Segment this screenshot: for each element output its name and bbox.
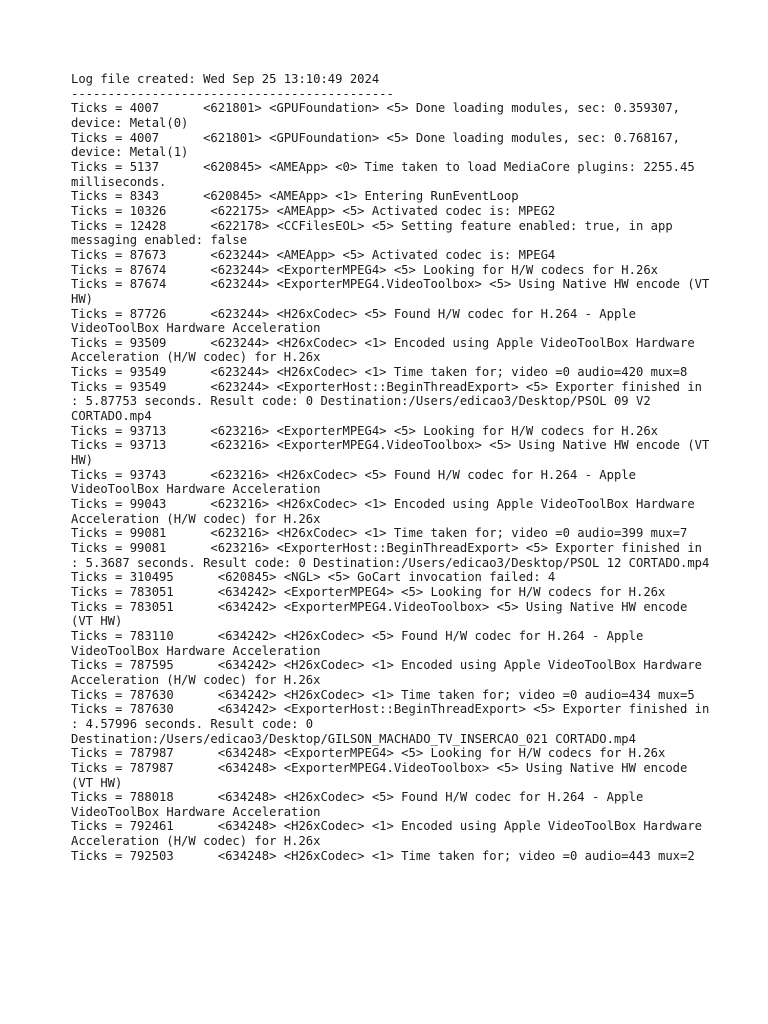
log-line: Ticks = 99043 <623216> <H26xCodec> <1> Encoded using Apple VideoToolBox Hardware Acceleration (H/W codec) for H.26x [71, 497, 703, 526]
log-line: Ticks = 87726 <623244> <H26xCodec> <5> Found H/W codec for H.264 - Apple VideoToolBox Hardware Acceleration [71, 306, 644, 336]
log-line: Ticks = 93549 <623244> <ExporterHost::BeginThreadExport> <5> Exporter finished in : 5.87753 seconds. Result code: 0 Destination:/Users/edicao3/Desktop/PSOL 09 V2 CORTADO.mp4 [71, 379, 710, 424]
log-line: Ticks = 792503 <634248> <H26xCodec> <1> Time taken for; video =0 audio=443 mux=2 [71, 848, 695, 863]
log-lines [71, 101, 717, 863]
log-line: Ticks = 787595 <634242> <H26xCodec> <1> Encoded using Apple VideoToolBox Hardware Acceleration (H/W codec) for H.26x [71, 658, 710, 687]
log-line: Ticks = 310495 <620845> <NGL> <5> GoCart invocation failed: 4 [71, 570, 556, 585]
log-line: Ticks = 87674 <623244> <ExporterMPEG4> <5> Looking for H/W codecs for H.26x [71, 262, 658, 277]
log-line: Ticks = 99081 <623216> <ExporterHost::BeginThreadExport> <5> Exporter finished in : 5.3687 seconds. Result code: 0 Destination:/Users/edicao3/Desktop/PSOL 12 CORTADO.mp4 [71, 541, 710, 570]
log-line: Ticks = 12428 <622178> <CCFilesEOL> <5> Setting feature enabled: true, in app messaging enabled: false [71, 218, 681, 248]
log-line: Ticks = 93713 <623216> <ExporterMPEG4.VideoToolbox> <5> Using Native HW encode (VT HW) [71, 438, 717, 468]
log-line: Ticks = 783051 <634242> <ExporterMPEG4.VideoToolbox> <5> Using Native HW encode (VT HW) [71, 599, 695, 629]
log-document [71, 72, 717, 863]
log-line: Ticks = 787987 <634248> <ExporterMPEG4.VideoToolbox> <5> Using Native HW encode (VT HW) [71, 760, 695, 790]
log-line: Ticks = 5137 <620845> <AMEApp> <0> Time taken to load MediaCore plugins: 2255.45 milliseconds. [71, 159, 703, 189]
log-line: Ticks = 93549 <623244> <H26xCodec> <1> Time taken for; video =0 audio=420 mux=8 [71, 365, 688, 380]
log-line: Ticks = 787630 <634242> <H26xCodec> <1> Time taken for; video =0 audio=434 mux=5 [71, 687, 695, 702]
log-line: Ticks = 4007 <621801> <GPUFoundation> <5> Done loading modules, sec: 0.359307, device: Metal(0) [71, 101, 688, 130]
log-line: Ticks = 93509 <623244> <H26xCodec> <1> Encoded using Apple VideoToolBox Hardware Acceleration (H/W codec) for H.26x [71, 335, 703, 365]
log-line: Ticks = 8343 <620845> <AMEApp> <1> Entering RunEventLoop [71, 189, 519, 204]
log-line: Ticks = 788018 <634248> <H26xCodec> <5> Found H/W codec for H.264 - Apple VideoToolBox Hardware Acceleration [71, 790, 651, 819]
log-line: Ticks = 87674 <623244> <ExporterMPEG4.VideoToolbox> <5> Using Native HW encode (VT HW) [71, 277, 717, 306]
log-header: Log file created: Wed Sep 25 13:10:49 2024 [71, 72, 380, 86]
log-line: Ticks = 787630 <634242> <ExporterHost::BeginThreadExport> <5> Exporter finished in : 4.57996 seconds. Result code: 0 Destination:/Users/edicao3/Desktop/GILSON_MACHADO_TV_INSERCAO_021 CORTADO.mp4 [71, 702, 717, 746]
log-line: Ticks = 93743 <623216> <H26xCodec> <5> Found H/W codec for H.264 - Apple VideoToolBox Hardware Acceleration [71, 467, 644, 497]
log-line: Ticks = 99081 <623216> <H26xCodec> <1> Time taken for; video =0 audio=399 mux=7 [71, 526, 688, 541]
log-line: Ticks = 783110 <634242> <H26xCodec> <5> Found H/W codec for H.264 - Apple VideoToolBox Hardware Acceleration [71, 628, 651, 658]
log-line: Ticks = 787987 <634248> <ExporterMPEG4> <5> Looking for H/W codecs for H.26x [71, 746, 666, 761]
log-line: Ticks = 87673 <623244> <AMEApp> <5> Activated codec is: MPEG4 [71, 247, 556, 262]
log-line: Ticks = 4007 <621801> <GPUFoundation> <5> Done loading modules, sec: 0.768167, device: Metal(1) [71, 130, 688, 160]
log-separator: -------------------------------------------- [71, 86, 394, 101]
log-line: Ticks = 10326 <622175> <AMEApp> <5> Activated codec is: MPEG2 [71, 203, 556, 218]
log-line: Ticks = 93713 <623216> <ExporterMPEG4> <5> Looking for H/W codecs for H.26x [71, 423, 658, 438]
log-line: Ticks = 783051 <634242> <ExporterMPEG4> <5> Looking for H/W codecs for H.26x [71, 584, 666, 599]
log-line: Ticks = 792461 <634248> <H26xCodec> <1> Encoded using Apple VideoToolBox Hardware Acceleration (H/W codec) for H.26x [71, 819, 710, 849]
